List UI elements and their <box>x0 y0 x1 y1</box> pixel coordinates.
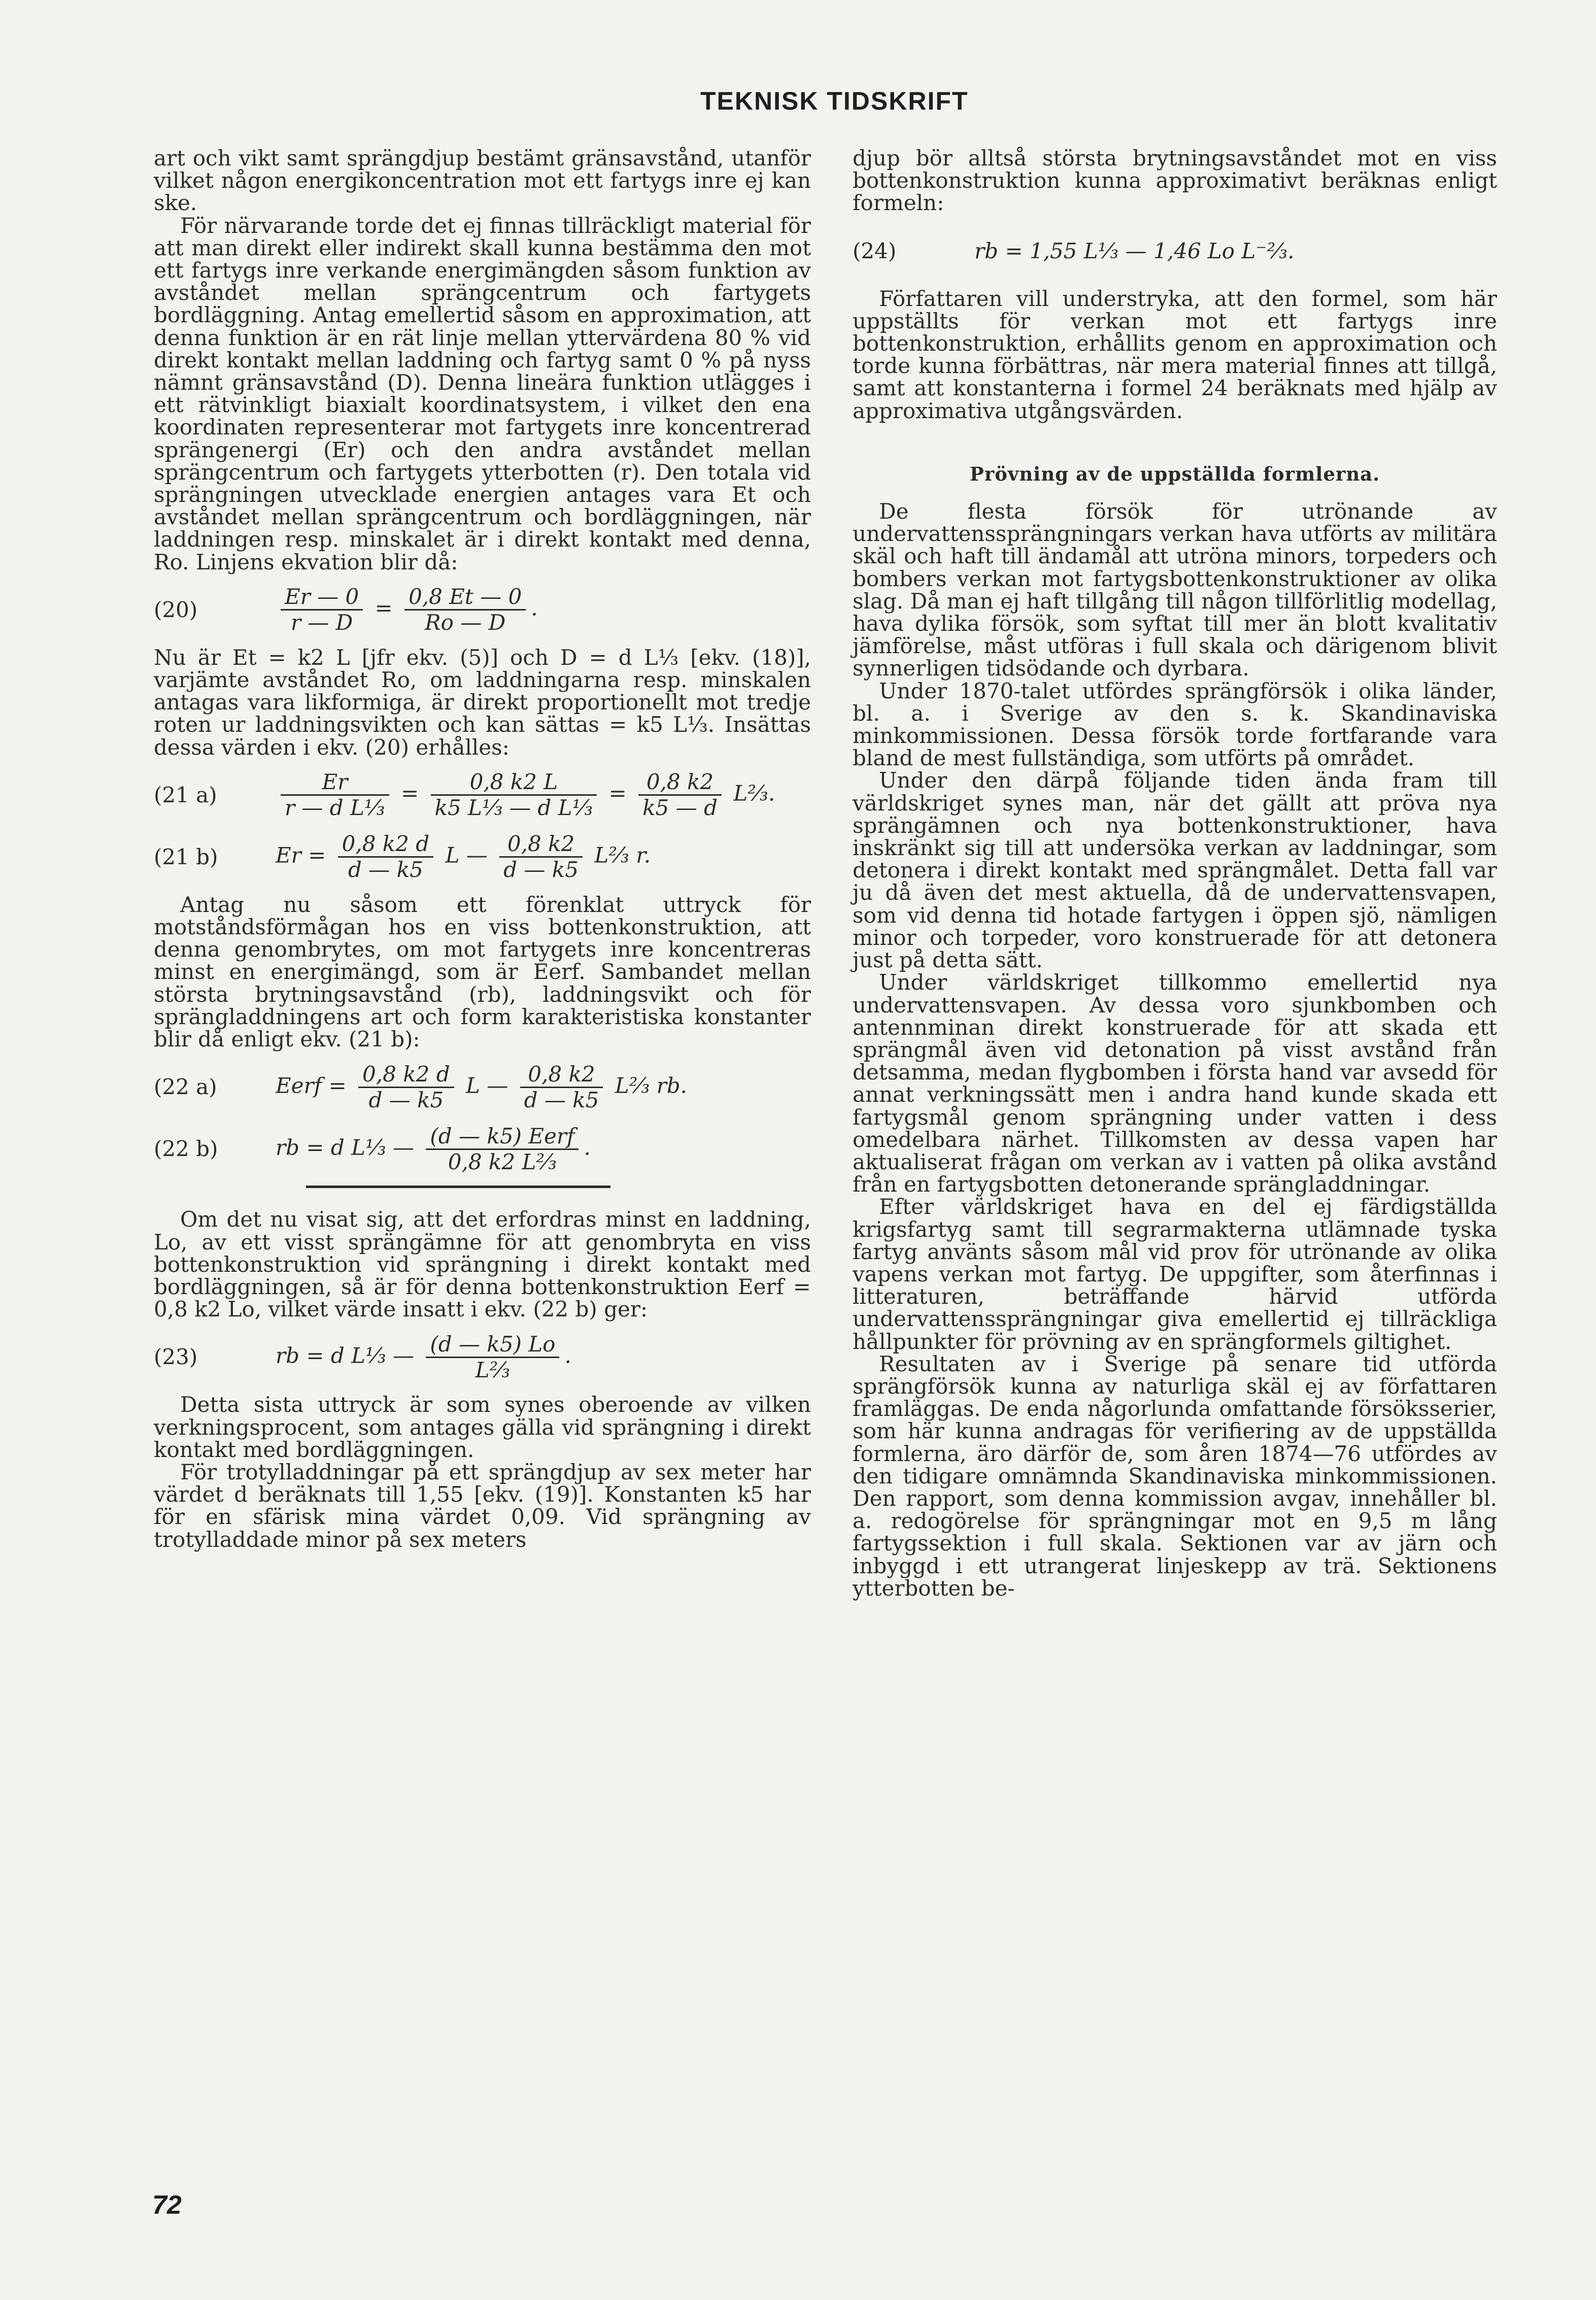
equation-23 <box>154 1332 811 1382</box>
equation-number: (24) <box>853 238 897 263</box>
paragraph: Under världskriget tillkommo emellertid nya undervattensvapen. Av dessa voro sjunkbomben och antennminan direkt konstruerade för att skada ett sprängmål även vid detonation på visst avstånd från detsamma, medan flygbomben i första hand var avsedd för annat verkningssätt men i andra hand kunde skada ett fartygsmål genom sprängning under vatten i dess omedelbara närhet. Tillkomsten av dessa vapen har aktualiserat frågan om verkan av i vatten på olika avstånd från en fartygsbotten detonerande sprängladdningar. <box>853 970 1497 1197</box>
fraction: $\frac{Er — 0}{r — D}$ <box>281 585 363 635</box>
paragraph: Detta sista uttryck är som synes oberoende av vilken verkningsprocent, som antages gälla vid sprängning i direkt kontakt med bordläggningen. <box>154 1392 811 1462</box>
journal-header: TEKNISK TIDSKRIFT <box>700 87 969 115</box>
equation-number: (21 a) <box>154 782 217 807</box>
horizontal-rule <box>306 1186 610 1188</box>
equation-24 <box>853 226 1497 277</box>
fraction: $\frac{(d — k5) Lo}{\text{L⅔}}$ <box>426 1332 559 1382</box>
fraction: $\frac{0,8 k2}{d — k5}$ <box>520 1062 603 1112</box>
paragraph: Antag nu såsom ett förenklat uttryck för motståndsförmågan hos en viss bottenkonstruktion, att denna genombrytes, om mot fartygets inre koncentreras minst en energimängd, som är Eerf. Sambandet mellan största brytningsavstånd (rb), laddningsvikt och för sprängladdningens art och form karakteristiska konstanter blir då enligt ekv. (21 b): <box>154 892 811 1052</box>
paragraph: För trotylladdningar på ett sprängdjup av sex meter har värdet d beräknats till 1,55 [ekv. (19)]. Konstanten k5 har för en sfärisk mina värdet 0,09. Vid sprängning av trotylladdade minor på sex meters <box>154 1459 811 1552</box>
equation-body: $\frac{Er — 0}{r — D}$ = $\frac{0,8 Et — 0}{Ro — D}$ . <box>276 585 811 635</box>
paragraph: De flesta försök för utrönande av undervattenssprängningars verkan hava utförts av militära skäl och haft till ändamål att utröna minors, torpeders och bombers verkan mot fartygsbottenkonstruktioner av olika slag. Då man ej haft tillgång till någon tillförlitlig modellag, hava dylika försök, som syftat till mer än blott kvalitativ jämförelse, måst utföras i full skala och därigenom blivit synnerligen tidsödande och dyrbara. <box>853 499 1497 681</box>
equation-number: (21 b) <box>154 844 218 869</box>
section-heading: Prövning av de uppställda formlerna. <box>969 462 1380 485</box>
page-number: 72 <box>152 2190 182 2220</box>
fraction: $\frac{\text{(d — k5) Eerf}}{\text{0,8 k2 L⅔}}$ <box>426 1124 579 1174</box>
equation-number: (23) <box>154 1344 198 1370</box>
paragraph: Författaren vill understryka, att den formel, som här uppställts för verkan mot ett fartygs inre bottenkonstruktion, erhållits genom en approximation och torde kunna förbättras, när mera material finnes att tillgå, samt att konstanterna i formel 24 beräknats med hjälp av approximativa utgångsvärden. <box>853 286 1497 423</box>
paragraph: Resultaten av i Sverige på senare tid utförda sprängförsök kunna av naturliga skäl ej av författaren framläggas. De enda någorlunda omfattande försöksserier, som här kunna andragas för verifiering av de uppställda formlerna, äro därför de, som åren 1874—76 utfördes av den tidigare omnämnda Skandinaviska minkommissionen. Den rapport, som denna kommission avgav, innehåller bl. a. redogörelse för sprängningar mot en 9,5 m lång fartygssektion i full skala. Sektionen var av järn och inbyggd i ett utrangerat linjeskepp av trä. Sektionens ytterbotten be- <box>853 1351 1497 1601</box>
equation-body: rb = 1,55 L⅓ — 1,46 Lo L⁻⅔. <box>974 238 1295 263</box>
equation-body: rb = d L⅓ — $\frac{(d — k5) Lo}{\text{L⅔}}$ . <box>276 1331 571 1382</box>
equation-22b <box>154 1124 811 1174</box>
equation-20 <box>154 585 811 635</box>
paragraph: Under 1870-talet utfördes sprängförsök i olika länder, bl. a. i Sverige av den s. k. Skandinaviska minkommissionen. Dessa försök torde fortfarande vara bland de mest fullständiga, som utförts på området. <box>853 678 1497 771</box>
equation-body: $\frac{Er}{\text{r — d L⅓}}$ = $\frac{0,8 k2 L}{\text{k5 L⅓ — d L⅓}}$ = $\frac{0,8 k2}{k5 — d}$ L⅔. <box>276 770 811 820</box>
paragraph: Om det nu visat sig, att det erfordras minst en laddning, Lo, av ett visst sprängämne för att genombryta en viss bottenkonstruktion vid sprängning i direkt kontakt med bordläggningen, så är för denna bottenkonstruktion Eerf = 0,8 k2 Lo, vilket värde insatt i ekv. (22 b) ger: <box>154 1207 811 1322</box>
fraction: $\frac{0,8 k2}{k5 — d}$ <box>638 770 722 820</box>
fraction: $\frac{0,8 k2 d}{d — k5}$ <box>358 1062 454 1112</box>
fraction: $\frac{0,8 k2 d}{d — k5}$ <box>338 832 434 882</box>
fraction: $\frac{0,8 k2}{d — k5}$ <box>499 832 583 882</box>
equation-21a <box>154 770 811 821</box>
equation-body: Er = $\frac{0,8 k2 d}{d — k5}$ L — $\frac{0,8 k2}{d — k5}$ L⅔ r. <box>276 831 651 883</box>
fraction: $\frac{0,8 Et — 0}{Ro — D}$ <box>404 585 526 635</box>
equation-body: rb = d L⅓ — $\frac{\text{(d — k5) Eerf}}{\text{0,8 k2 L⅔}}$ . <box>276 1123 591 1174</box>
paragraph: art och vikt samt sprängdjup bestämt gränsavstånd, utanför vilket någon energikoncentration mot ett fartygs inre ej kan ske. <box>154 146 811 216</box>
paragraph: Efter världskriget hava en del ej färdigställda krigsfartyg samt till segrarmakterna utlämnade tyska fartyg använts såsom mål vid prov för utrönande av olika vapens verkan mot fartyg. De uppgifter, som återfinnas i litteraturen, beträffande härvid utförda undervattenssprängningar giva emellertid ej tillräckliga hållpunkter för prövning av en sprängformels giltighet. <box>853 1194 1497 1354</box>
paragraph: Under den därpå följande tiden ända fram till världskriget synes man, när det gällt att pröva nya sprängämnen och nya bottenkonstruktioner, hava inskränkt sig till att undersöka verkan av laddningar, som detonera i direkt kontakt med sprängmålet. Detta fall var ju då även det mest aktuella, då de undervattensvapen, som vid denna tid hotade fartygen i öppen sjö, nämligen minor och torpeder, voro konstruerade för att detonera just på detta sätt. <box>853 768 1497 973</box>
fraction: $\frac{0,8 k2 L}{\text{k5 L⅓ — d L⅓}}$ <box>431 770 597 820</box>
equation-number: (20) <box>154 597 198 622</box>
equation-22a <box>154 1062 811 1112</box>
right-column <box>853 147 1497 1600</box>
fraction: $\frac{Er}{\text{r — d L⅓}}$ <box>281 770 389 820</box>
equation-number: (22 a) <box>154 1074 217 1100</box>
paragraph: Nu är Et = k2 L [jfr ekv. (5)] och D = d L⅓ [ekv. (18)], varjämte avståndet Ro, om laddningarna resp. minskalen antagas vara likformiga, är direkt proportionellt mot tredje roten ur laddningsvikten och kan sättas = k5 L⅓. Insättas dessa värden i ekv. (20) erhålles: <box>154 645 811 760</box>
equation-body: Eerf = $\frac{0,8 k2 d}{d — k5}$ L — $\frac{0,8 k2}{d — k5}$ L⅔ rb. <box>276 1061 687 1112</box>
left-column <box>154 147 811 1551</box>
paragraph: djup bör alltså största brytningsavståndet mot en viss bottenkonstruktion kunna approximativt beräknas enligt formeln: <box>853 146 1497 216</box>
equation-number: (22 b) <box>154 1136 218 1162</box>
equation-21b <box>154 832 811 883</box>
paragraph: För närvarande torde det ej finnas tillräckligt material för att man direkt eller indirekt skall kunna bestämma den mot ett fartygs inre verkande energimängden såsom funktion av avståndet mellan sprängcentrum och fartygets bordläggning. Antag emellertid såsom en approximation, att denna funktion är en rät linje mellan yttervärdena 80 % vid direkt kontakt mellan laddning och fartyg samt 0 % på nyss nämnt gränsavstånd (D). Denna lineära funktion utlägges i ett rätvinkligt biaxialt koordinatsystem, i vilket den ena koordinaten representerar mot fartygets inre koncentrerad sprängenergi (Er) och den andra avståndet mellan sprängcentrum och fartygets ytterbotten (r). Den totala vid sprängningen utvecklade energien antages vara Et och avståndet mellan sprängcentrum och bordläggningen, när laddningen resp. minskalet är i direkt kontakt med denna, Ro. Linjens ekvation blir då: <box>154 213 811 574</box>
